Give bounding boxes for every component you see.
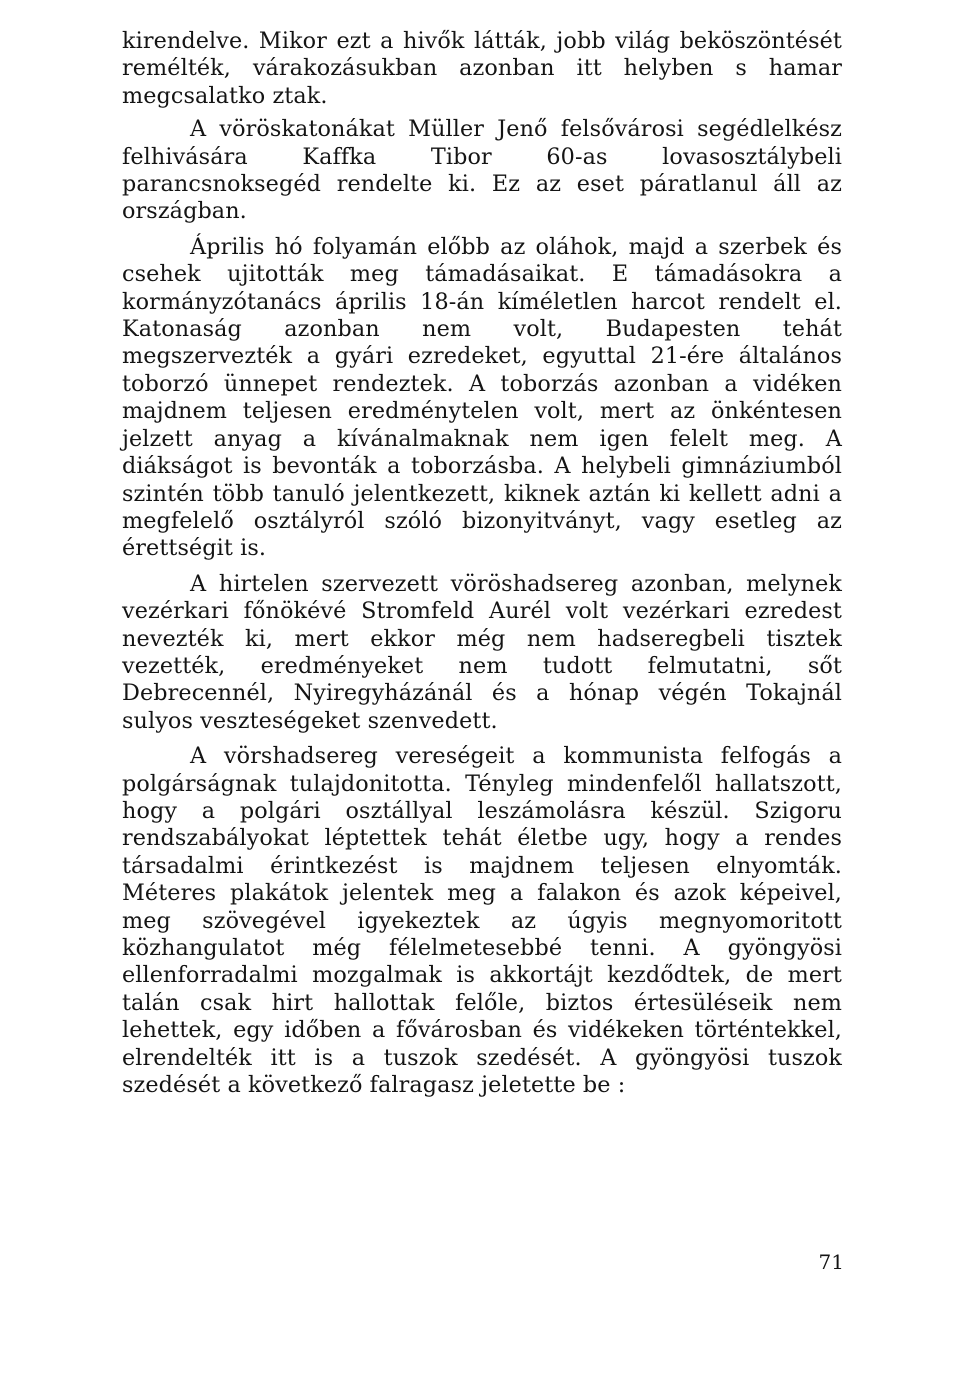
- paragraph-1: kirendelve. Mikor ezt a hivők látták, jobb világ beköszöntését remélték, várakozásukban azonban itt helyben s hamar megcsalatko ztak.: [122, 28, 842, 109]
- paragraph-5: A vörshadsereg vereségeit a kommunista felfogás a polgárságnak tulajdonitotta. Tényleg mindenfelől hallatszott, hogy a polgári osztállyal leszámolásra készül. Szigoru rendszabályokat léptettek tehát életbe ugy, hogy a rendes társadalmi érintkezést is majdnem teljesen elnyomták. Méteres plakátok jelentek meg a falakon és azok képeivel, meg szövegével igyekeztek az úgyis megnyomoritott közhangulatot még félelmetesebbé tenni. A gyöngyösi ellenforradalmi mozgalmak is akkortájt kezdődtek, de mert talán csak hirt hallottak felőle, biztos értesüléseik nem lehettek, egy időben a fővárosban és vidékeken történtekkel, elrendelték itt is a tuszok szedését. A gyöngyösi tuszok szedését a következő falragasz jeletette be :: [122, 743, 842, 1099]
- paragraph-3: Április hó folyamán előbb az oláhok, majd a szerbek és csehek ujitották meg támadásaikat. E támadásokra a kormányzótanács április 18-án kíméletlen harcot rendelt el. Katonaság azonban nem volt, Budapesten tehát megszervezték a gyári ezredeket, egyuttal 21-ére általános toborzó ünnepet rendeztek. A toborzás azonban a vidéken majdnem teljesen eredménytelen volt, mert az önkéntesen jelzett anyag a kívánalmaknak nem igen felelt meg. A diákságot is bevonták a toborzásba. A helybeli gimnáziumból szintén több tanuló jelentkezett, kiknek aztán ki kellett adni a megfelelő osztályról szóló bizonyitványt, vagy esetleg az érettségit is.: [122, 233, 842, 562]
- page-body: [122, 28, 842, 1107]
- page-number: 71: [818, 1250, 844, 1274]
- paragraph-4: A hirtelen szervezett vöröshadsereg azonban, melynek vezérkari főnökévé Stromfeld Aurél volt vezérkari ezredest nevezték ki, mert ekkor még nem hadseregbeli tisztek vezették, eredményeket nem tudott felmutatni, sőt Debrecennél, Nyiregyházánál és a hónap végén Tokajnál sulyos veszteségeket szenvedett.: [122, 570, 842, 734]
- paragraph-2: A vöröskatonákat Müller Jenő felsővárosi segédlelkész felhivására Kaffka Tibor 60-as lovasosztálybeli parancsnoksegéd rendelte ki. Ez az eset páratlanul áll az országban.: [122, 116, 842, 225]
